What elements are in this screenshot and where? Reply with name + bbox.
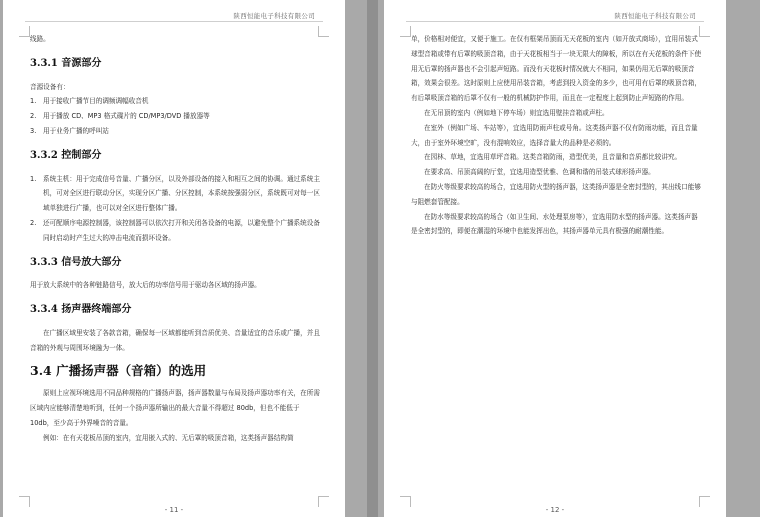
page-number: - 12 - xyxy=(545,506,565,514)
paragraph: 线路。 xyxy=(30,35,50,43)
paragraph: 用于放大系统中的各种链路信号，放大后的功率信号用于驱动各区域的扬声器。 xyxy=(30,281,261,290)
list-number: 1. xyxy=(30,174,37,183)
list-text: 系统主机：用于完成信号音量、广播分区，以及外部设备的接入和相互之间的协调。通过系统主机，可对全区进行联动分区，实现分区广播、分区控制，本系统按强弱分区，系统既可对每一区域单独进行广播，也可以对全区进行整体广播。 xyxy=(43,174,320,213)
paragraph: 在广播区域里安装了各款音箱，确保每一区域都能听到音质优美、音量适宜的音乐或广播，并且音箱的外观与周围环境融为一体。 xyxy=(30,328,320,352)
list-text: 用于业务广播的呼叫站 xyxy=(43,126,109,135)
subsection-heading: 3.3.2 控制部分 xyxy=(30,149,102,161)
page-header: 陕西恒能电子科技有限公司 xyxy=(233,12,315,20)
page-content xyxy=(411,32,704,239)
list-number: 2. xyxy=(30,218,37,227)
document-page-right xyxy=(384,0,726,517)
paragraph: 音源设备有： xyxy=(30,82,70,91)
list-number: 2. xyxy=(30,112,37,121)
paragraph: 在防火等级要求较高的场合，宜选用防火型的扬声器，这类扬声器是全密封型的，其出线口能够与阻燃套管配接。 xyxy=(411,182,701,206)
list-number: 3. xyxy=(30,126,37,135)
paragraph: 在室外（例如广场、车站等），宜选用防雨声柱或号角。这类扬声器不仅有防雨功能，而且音量大，由于室外环境空旷，没有混响效应，选择音量大的品种是必须的。 xyxy=(411,123,698,147)
section-heading: 3.4 广播扬声器（音箱）的选用 xyxy=(30,362,207,378)
list-text: 还可配顺序电源控制器，该控制器可以依次打开和关闭各设备的电源，以避免整个广播系统设备同时启动时产生过大的冲击电流而损坏设备。 xyxy=(43,218,320,242)
subsection-heading: 3.3.1 音源部分 xyxy=(30,57,102,69)
page-content xyxy=(30,32,323,446)
subsection-heading: 3.3.4 扬声器终端部分 xyxy=(30,304,132,316)
paragraph: 在园林、草地，宜选用草坪音箱。这类音箱防雨，造型优美，且音量和音质都比较讲究。 xyxy=(424,153,682,162)
page-number: - 11 - xyxy=(164,506,184,514)
list-item xyxy=(30,94,323,109)
paragraph: 在要求高、吊顶高阔的厅堂，宜选用造型优雅、色调和谐的吊装式球形扬声器。 xyxy=(424,168,655,177)
paragraph: 单，价格相对便宜，又便于施工。在仅有框架吊顶而无天花板的室内（如开放式商场），宜用吊装式球型音箱或带有后罩的吸顶音箱，由于天花板相当于一块无限大的障板，所以在有天花板的条件下使用无后罩的扬声器也不会引起声短路。而没有天花板时情况就大不相同，如果仍用无后罩的吸顶音箱，效果会很差。这时原则上应使用吊装音箱，考虑到投入资金的多少，也可用有后罩的吸顶音箱，有后罩吸顶音箱的后罩不仅有一般的机械防护作用，而且在一定程度上起到防止声短路的作用。 xyxy=(411,35,702,103)
paragraph: 在防水等级要求较高的场合（如卫生间、水处理泵房等），宜选用防水型的扬声器。这类扬声器是全密封型的，即便在潮湿的环境中也能发挥出色，其扬声器单元具有极强的耐潮性能。 xyxy=(411,212,698,236)
header-rule xyxy=(406,21,704,22)
list-item xyxy=(30,172,323,216)
header-rule xyxy=(25,21,323,22)
list-item xyxy=(30,124,323,139)
list-text: 用于接收广播节目的调频调幅收音机 xyxy=(43,97,149,106)
document-page-left xyxy=(3,0,345,517)
page-separator xyxy=(367,0,378,517)
paragraph: 在无吊顶的室内（例如地下停车场）则宜选用壁挂音箱或声柱。 xyxy=(424,108,609,117)
list-text: 用于播放 CD、MP3 格式碟片的 CD/MP3/DVD 播放器等 xyxy=(43,112,210,121)
paragraph: 原则上应视环境选用不同品种规格的广播扬声器，扬声器数量与布局及扬声器功率有关，在所需区域内应能够清楚地听到，任何一个扬声器所输出的最大音量不得超过 80db，但也不能低于 10db，至少高于外界噪音的音量。 xyxy=(30,389,320,427)
list-number: 1. xyxy=(30,97,37,106)
corner-mark xyxy=(400,26,411,37)
list-item xyxy=(30,216,323,246)
subsection-heading: 3.3.3 信号放大部分 xyxy=(30,256,122,268)
paragraph: 例如：在有天花板吊顶的室内，宜用嵌入式的、无后罩的吸顶音箱，这类扬声器结构简 xyxy=(43,433,294,442)
page-header: 陕西恒能电子科技有限公司 xyxy=(614,12,696,20)
list-item xyxy=(30,109,323,124)
corner-mark xyxy=(19,26,30,37)
